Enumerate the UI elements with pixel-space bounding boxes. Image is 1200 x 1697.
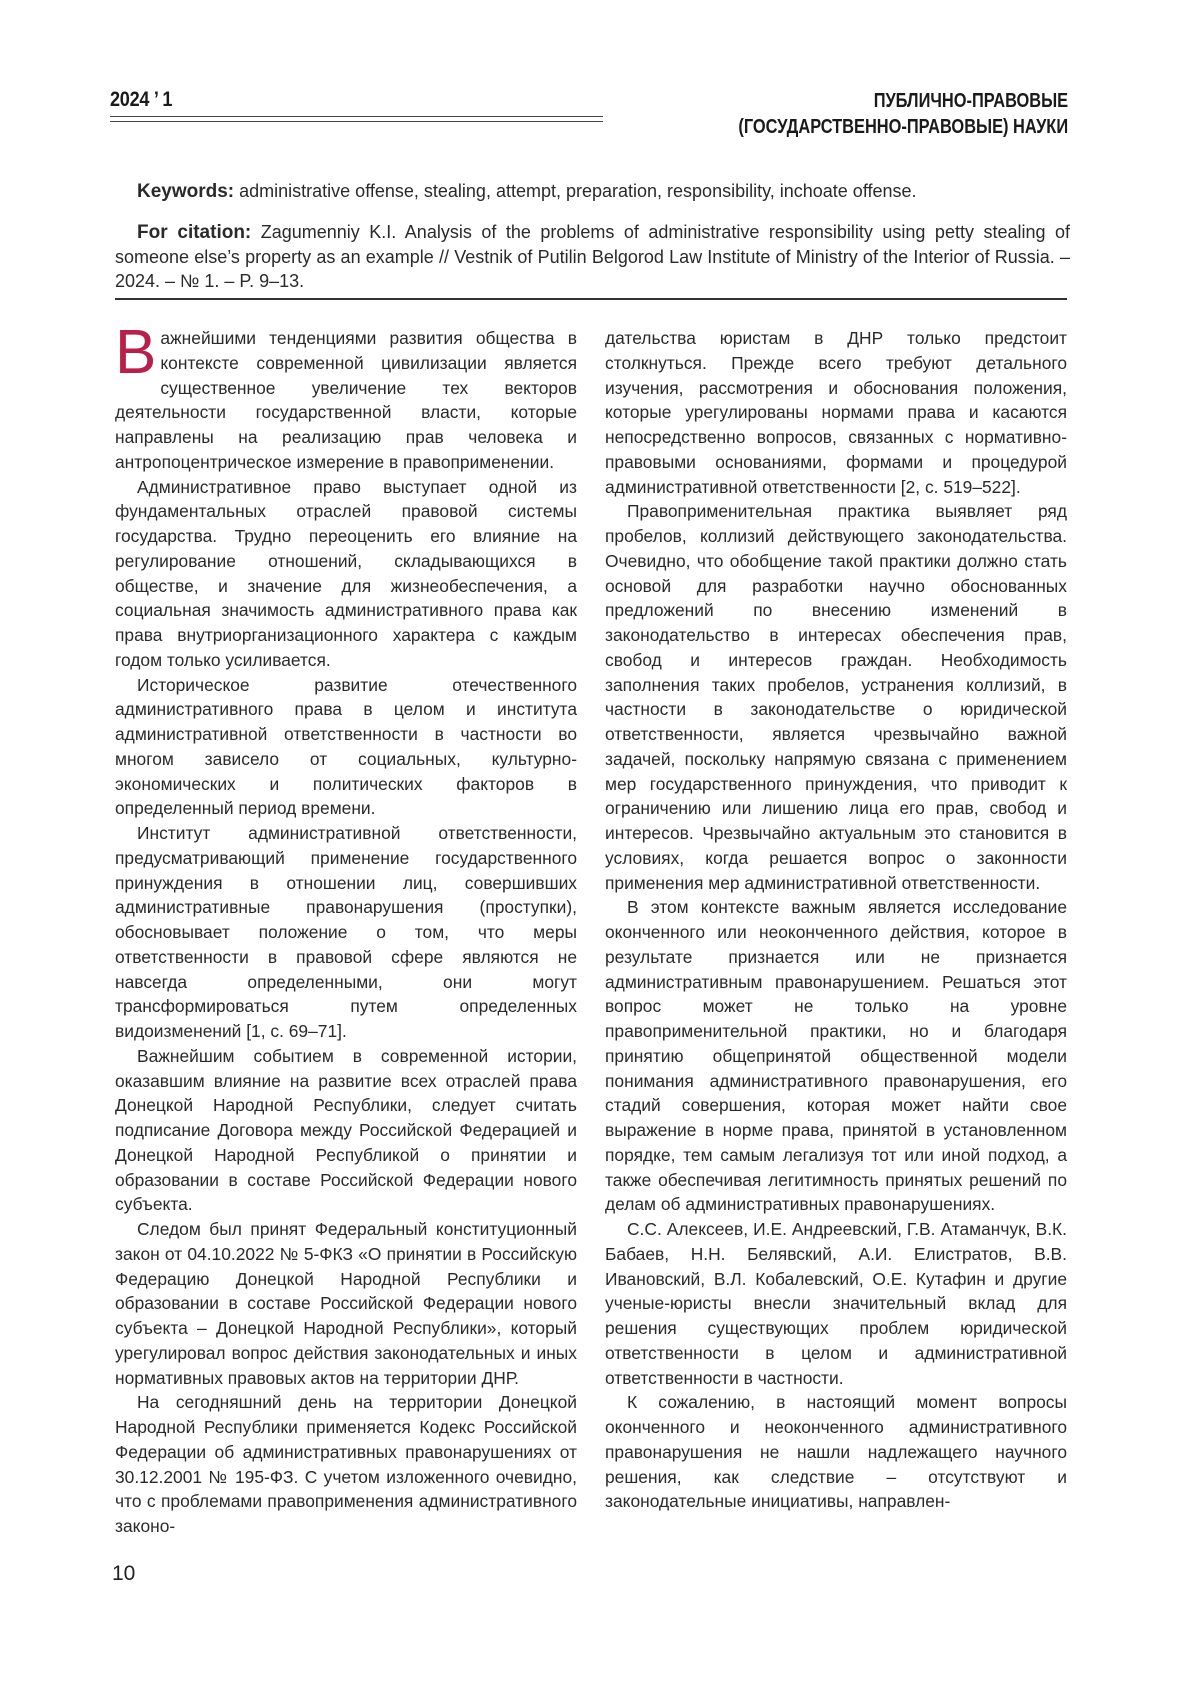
- paragraph: В этом контексте важным является исследование оконченного или неоконченного действия, которое в результате признается или не признается административным правонарушением. Решаться этот вопрос может не только на уровне правоприменительной практики, но и благодаря принятию общепринятой общественной модели понимания административного правонарушения, его стадий совершения, которая может найти свое выражение в норме права, принятой в установленном порядке, тем самым легализуя тот или иной подход, а также обеспечивая легитимность принятых решений по делам об административных правонарушениях.: [605, 897, 1067, 1215]
- citation-label: For citation:: [137, 222, 252, 243]
- paragraph: С.С. Алексеев, И.Е. Андреевский, Г.В. Атаманчук, В.К. Бабаев, Н.Н. Белявский, А.И. Елистратов, В.В. Ивановский, В.Л. Кобалевский, О.Е. Кутафин и другие ученые-юристы внесли значительный вклад для решения существующих проблем юридической ответственности в целом и административной ответственности в частности.: [605, 1219, 1067, 1388]
- paragraph: Правоприменительная практика выявляет ряд пробелов, коллизий действующего законодательства. Очевидно, что обобщение такой практики должно стать основой для разработки научно обоснованных предложений по внесению изменений в законодательство в интересах обеспечения прав, свобод и интересов граждан. Необходимость заполнения таких пробелов, устранения коллизий, в частности в законодательстве о юридической ответственности, является чрезвычайно важной задачей, поскольку напрямую связана с применением мер государственного принуждения, что приводит к ограничению или лишению лица его прав, свобод и интересов. Чрезвычайно актуальным это становится в условиях, когда решается вопрос о законности применения мер административной ответственности.: [605, 501, 1067, 893]
- paragraph: дательства юристам в ДНР только предстоит столкнуться. Прежде всего требуют детального изучения, рассмотрения и обоснования положения, которые урегулированы нормами права и касаются непосредственно вопросов, связанных с нормативно-правовыми основаниями, формами и процедурой административной ответственности [2, с. 519–522].: [605, 328, 1067, 497]
- right-column: [605, 326, 1067, 1514]
- header-rule-top: [110, 116, 603, 117]
- abstract-divider: [115, 298, 1067, 300]
- issue-number: 2024 ’ 1: [110, 88, 173, 111]
- paragraph: К сожалению, в настоящий момент вопросы оконченного и неоконченного административного правонарушения не нашли надлежащего научного решения, как следствие – отсутствуют и законодательные инициативы, направлен-: [605, 1392, 1067, 1512]
- paragraph: Институт административной ответственности, предусматривающий применение государственного принуждения в отношении лиц, совершивших административные правонарушения (проступки), обосновывает положение о том, что меры ответственности в правовой сфере являются не навсегда определенными, они могут трансформироваться путем определенных видоизменений [1, с. 69–71].: [115, 823, 577, 1041]
- paragraph: Важнейшим событием в современной истории, оказавшим влияние на развитие всех отраслей права Донецкой Народной Республики, следует считать подписание Договора между Российской Федерацией и Донецкой Народной Республикой о принятии и образовании в составе Российской Федерации нового субъекта.: [115, 1045, 577, 1215]
- keywords-label: Keywords:: [137, 181, 235, 202]
- paragraph: Административное право выступает одной из фундаментальных отраслей правовой системы государства. Трудно переоценить его влияние на регулирование отношений, складывающихся в обществе, и значение для жизнеобеспечения, а социальная значимость административного права как права внутриорганизационного характера с каждым годом только усиливается.: [115, 476, 577, 670]
- drop-cap: В: [115, 318, 157, 387]
- citation-paragraph: [115, 220, 1070, 293]
- section-title-line-2: (ГОСУДАРСТВЕННО-ПРАВОВЫЕ) НАУКИ: [738, 116, 1068, 138]
- paragraph: Следом был принят Федеральный конституционный закон от 04.10.2022 № 5-ФКЗ «О принятии в Российскую Федерацию Донецкой Народной Республики и образовании в составе Российской Федерации нового субъекта – Донецкой Народной Республики», который урегулировал вопрос действия законодательных и иных нормативных правовых актов на территории ДНР.: [115, 1219, 577, 1388]
- paragraph: [115, 318, 577, 475]
- section-title: [738, 88, 1068, 140]
- page-number: 10: [112, 1562, 136, 1585]
- section-title-line-1: ПУБЛИЧНО-ПРАВОВЫЕ: [873, 90, 1068, 112]
- header-rule-bottom: [110, 121, 603, 122]
- keywords-paragraph: [115, 179, 1070, 204]
- paragraph: Историческое развитие отечественного административного права в целом и института административной ответственности в частности во многом зависело от социальных, культурно-экономических и политических факторов в определенный период времени.: [115, 674, 577, 819]
- citation-text: Zagumenniy K.I. Analysis of the problems of administrative responsibility using petty stealing of someone else’s property as an example // Vestnik of Putilin Belgorod Law Institute of Ministry of the Interior of Russia. – 2024. – № 1. – P. 9–13.: [115, 222, 1070, 291]
- keywords-text: administrative offense, stealing, attempt, preparation, responsibility, inchoate offense.: [234, 181, 917, 201]
- left-column: [115, 318, 577, 1539]
- paragraph: На сегодняшний день на территории Донецкой Народной Республики применяется Кодекс Российской Федерации об административных правонарушениях от 30.12.2001 № 195-ФЗ. С учетом изложенного очевидно, что с проблемами правоприменения административного законо-: [115, 1392, 577, 1536]
- paragraph-text: ажнейшими тенденциями развития общества в контексте современной цивилизации является существенное увеличение тех векторов деятельности государственной власти, которые направлены на реализацию прав человека и антропоцентрическое измерение в правоприменении.: [115, 328, 577, 472]
- abstract-block: [115, 179, 1070, 293]
